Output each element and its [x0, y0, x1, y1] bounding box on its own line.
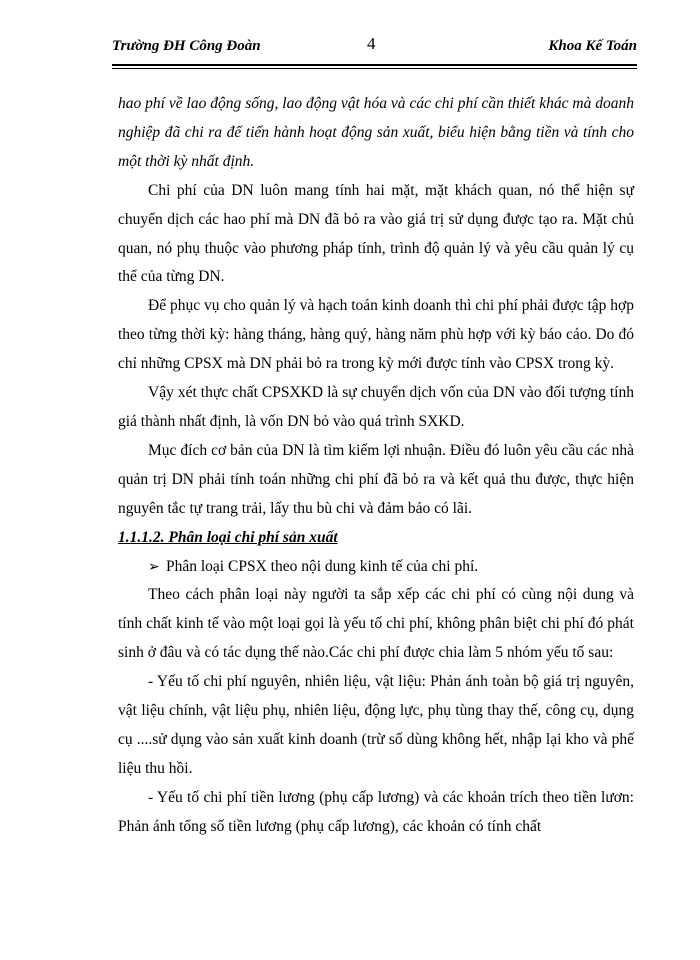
paragraph-business-purpose: Mục đích cơ bản của DN là tìm kiếm lợi nhuận. Điều đó luôn yêu cầu các nhà quản trị DN phải tính toán những chi phí đã bỏ ra và kết quả thu được, thực hiện nguyên tắc tự trang trải, lấy thu bù chi và đảm bảo có lãi.: [118, 441, 634, 517]
paragraph-continued-definition: hao phí về lao động sống, lao động vật hóa và các chi phí cần thiết khác mà doanh nghiệp đã chi ra để tiến hành hoạt động sản xuất, biểu hiện bằng tiền và tính cho một thời kỳ nhất định.: [118, 95, 634, 170]
arrow-bullet-icon: ➢: [148, 558, 160, 575]
header-rule-thin: [112, 68, 637, 69]
section-heading-text: 1.1.1.2. Phân loại chi phí sản xuất: [118, 528, 338, 546]
paragraph-cost-two-aspects: Chi phí của DN luôn mang tính hai mặt, mặt khách quan, nó thể hiện sự chuyển dịch các hao phí mà DN đã bỏ ra vào giá trị sử dụng được tạo ra. Mặt chủ quan, nó phụ thuộc vào phương pháp tính, trình độ quản lý và yêu cầu quản lý cụ thể của từng DN.: [118, 181, 634, 286]
header-school-name: Trường ĐH Công Đoàn: [112, 38, 261, 54]
section-heading: [118, 524, 634, 553]
document-body: [118, 90, 634, 842]
page-header: [112, 34, 637, 64]
paragraph-salary-costs: - Yếu tố chi phí tiền lương (phụ cấp lương) và các khoản trích theo tiền lươn: Phản ánh tổng số tiền lương (phụ cấp lương), các khoản có tính chất: [118, 788, 634, 835]
paragraph-cost-periods: Để phục vụ cho quản lý và hạch toán kinh doanh thì chi phí phải được tập hợp theo từng thời kỳ: hàng tháng, hàng quý, hàng năm phù hợp với kỳ báo cáo. Do đó chỉ những CPSX mà DN phải bỏ ra trong kỳ mới được tính vào CPSX trong kỳ.: [118, 297, 634, 373]
header-rule-thick: [112, 64, 637, 66]
paragraph-material-costs: - Yếu tố chi phí nguyên, nhiên liệu, vật liệu: Phản ánh toàn bộ giá trị nguyên, vật liệu chính, vật liệu phụ, nhiên liệu, động lực, phụ tùng thay thế, công cụ, dụng cụ ....sử dụng vào sản xuất kinh doanh (trừ số dùng không hết, nhập lại kho và phế liệu thu hồi.: [118, 673, 634, 777]
paragraph-cpsxkd-nature: Vậy xét thực chất CPSXKD là sự chuyển dịch vốn của DN vào đối tượng tính giá thành nhất định, là vốn DN bỏ vào quá trình SXKD.: [118, 384, 634, 430]
header-department: Khoa Kế Toán: [548, 38, 637, 54]
bullet-item: [118, 553, 634, 582]
bullet-text: Phân loại CPSX theo nội dung kinh tế của chi phí.: [166, 557, 479, 575]
page-number: 4: [367, 34, 376, 53]
paragraph-classification-method: Theo cách phân loại này người ta sắp xếp các chi phí có cùng nội dung và tính chất kinh tế vào một loại gọi là yếu tố chi phí, không phân biệt chi phí đó phát sinh ở đâu và có tác dụng thế nào.Các chi phí được chia làm 5 nhóm yếu tố sau:: [118, 586, 634, 662]
